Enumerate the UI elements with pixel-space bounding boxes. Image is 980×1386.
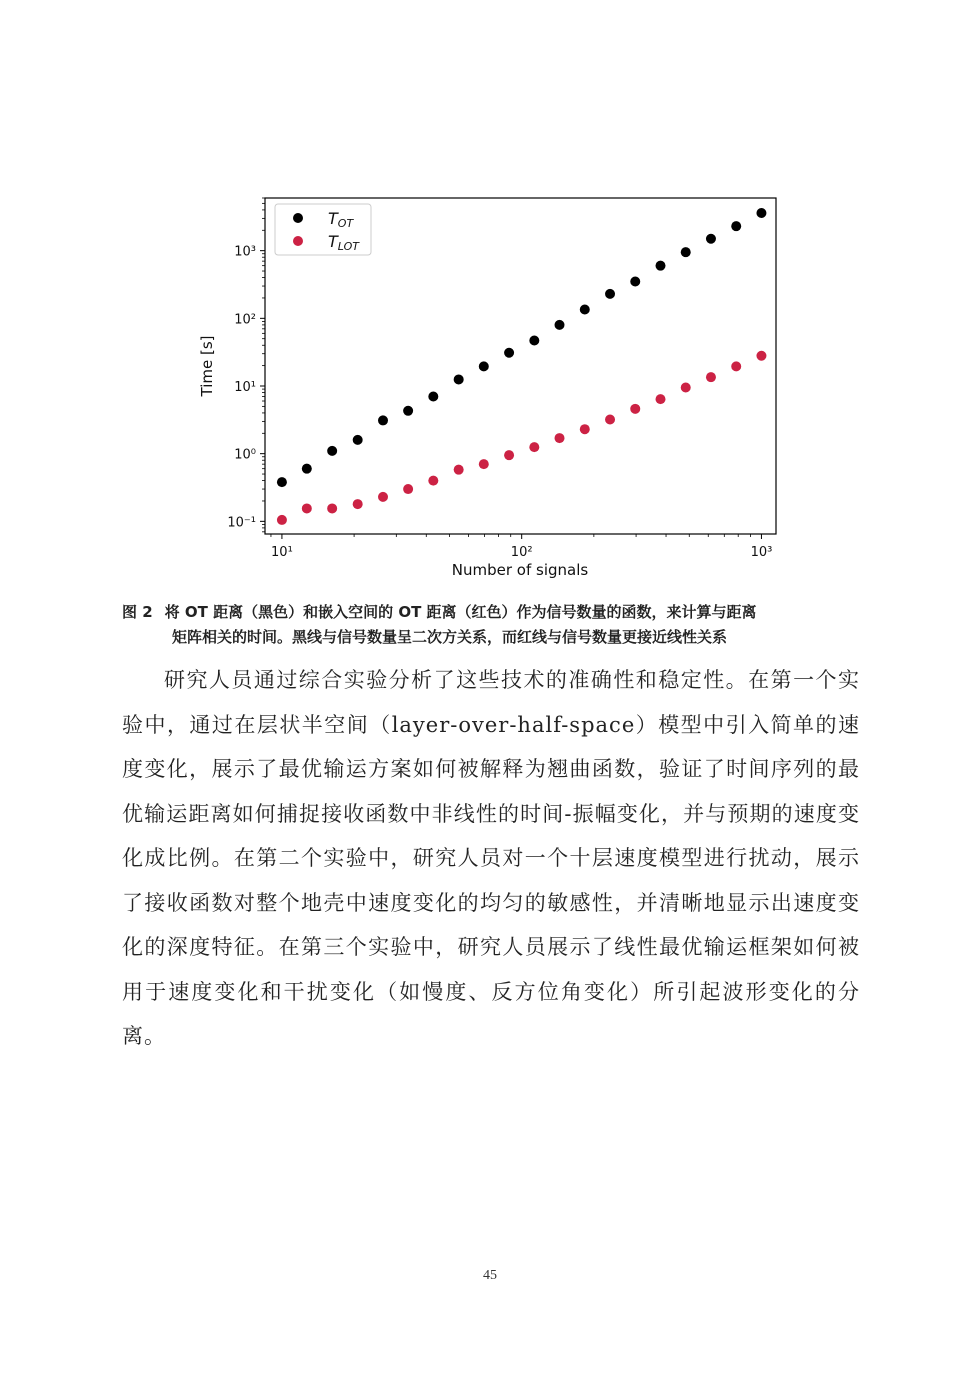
t-ot-point bbox=[327, 446, 337, 456]
legend-marker-t-lot bbox=[293, 236, 303, 246]
t-lot-point bbox=[731, 361, 741, 371]
t-lot-point bbox=[504, 450, 514, 460]
t-lot-point bbox=[302, 503, 312, 513]
t-ot-point bbox=[277, 477, 287, 487]
t-ot-point bbox=[756, 208, 766, 218]
legend-marker-t-ot bbox=[293, 213, 303, 223]
t-ot-point bbox=[630, 277, 640, 287]
t-lot-point bbox=[403, 484, 413, 494]
x-axis-label: Number of signals bbox=[451, 561, 589, 579]
t-lot-point bbox=[378, 492, 388, 502]
legend bbox=[275, 204, 371, 255]
t-lot-point bbox=[353, 499, 363, 509]
t-lot-point bbox=[277, 515, 287, 525]
t-lot-point bbox=[529, 442, 539, 452]
x-tick-label: 10² bbox=[510, 545, 533, 560]
t-ot-point bbox=[529, 336, 539, 346]
t-lot-point bbox=[656, 394, 666, 404]
y-tick-label: 10⁻¹ bbox=[227, 515, 256, 531]
t-lot-point bbox=[454, 465, 464, 475]
legend-t-ot-main: T bbox=[328, 209, 338, 228]
time-vs-signals-chart bbox=[180, 185, 800, 585]
y-tick-label: 10⁰ bbox=[234, 447, 256, 463]
figure-label: 图 2 bbox=[122, 603, 153, 621]
t-ot-point bbox=[681, 247, 691, 257]
x-tick-label: 10³ bbox=[750, 545, 773, 560]
t-lot-point bbox=[428, 476, 438, 486]
t-ot-point bbox=[504, 348, 514, 358]
y-tick-label: 10³ bbox=[234, 244, 256, 260]
legend-t-lot-main: T bbox=[328, 232, 338, 251]
caption-line-2: 矩阵相关的时间。黑线与信号数量呈二次方关系，而红线与信号数量更接近线性关系 bbox=[172, 628, 728, 646]
legend-t-ot-sub: OT bbox=[337, 217, 354, 230]
t-lot-point bbox=[605, 414, 615, 424]
t-ot-point bbox=[656, 261, 666, 271]
y-axis-label: Time [s] bbox=[198, 335, 216, 397]
body-paragraph: 研究人员通过综合实验分析了这些技术的准确性和稳定性。在第一个实验中，通过在层状半空间（layer-over-half-space）模型中引入简单的速度变化，展示了最优输运方案如何被解释为翘曲函数，验证了时间序列的最优输运距离如何捕捉接收函数中非线性的时间-振幅变化，并与预期的速度变化成比例。在第二个实验中，研究人员对一个十层速度模型进行扰动，展示了接收函数对整个地壳中速度变化的均匀的敏感性，并清晰地显示出速度变化的深度特征。在第三个实验中，研究人员展示了线性最优输运框架如何被用于速度变化和干扰变化（如慢度、反方位角变化）所引起波形变化的分离。 bbox=[122, 668, 860, 1048]
figure-caption bbox=[122, 600, 862, 650]
y-tick-label: 10² bbox=[234, 312, 256, 328]
t-ot-point bbox=[353, 435, 363, 445]
page-number: 45 bbox=[483, 1268, 497, 1283]
t-ot-point bbox=[378, 415, 388, 425]
t-ot-point bbox=[580, 305, 590, 315]
t-ot-point bbox=[605, 289, 615, 299]
t-ot-point bbox=[706, 234, 716, 244]
y-tick-label: 10¹ bbox=[234, 379, 256, 395]
t-ot-point bbox=[403, 406, 413, 416]
t-lot-point bbox=[555, 433, 565, 443]
t-lot-point bbox=[630, 404, 640, 414]
caption-line-1: 将 OT 距离（黑色）和嵌入空间的 OT 距离（红色）作为信号数量的函数，来计算与距离 bbox=[164, 603, 757, 621]
x-tick-label: 10¹ bbox=[271, 545, 293, 560]
t-lot-point bbox=[681, 383, 691, 393]
t-ot-point bbox=[731, 221, 741, 231]
t-ot-point bbox=[479, 361, 489, 371]
t-ot-point bbox=[454, 374, 464, 384]
t-ot-point bbox=[555, 320, 565, 330]
t-lot-point bbox=[327, 503, 337, 513]
legend-t-lot-sub: LOT bbox=[337, 240, 359, 253]
t-ot-point bbox=[428, 391, 438, 401]
t-lot-point bbox=[706, 372, 716, 382]
t-lot-point bbox=[756, 351, 766, 361]
t-ot-point bbox=[302, 464, 312, 474]
t-lot-point bbox=[580, 424, 590, 434]
t-lot-point bbox=[479, 459, 489, 469]
